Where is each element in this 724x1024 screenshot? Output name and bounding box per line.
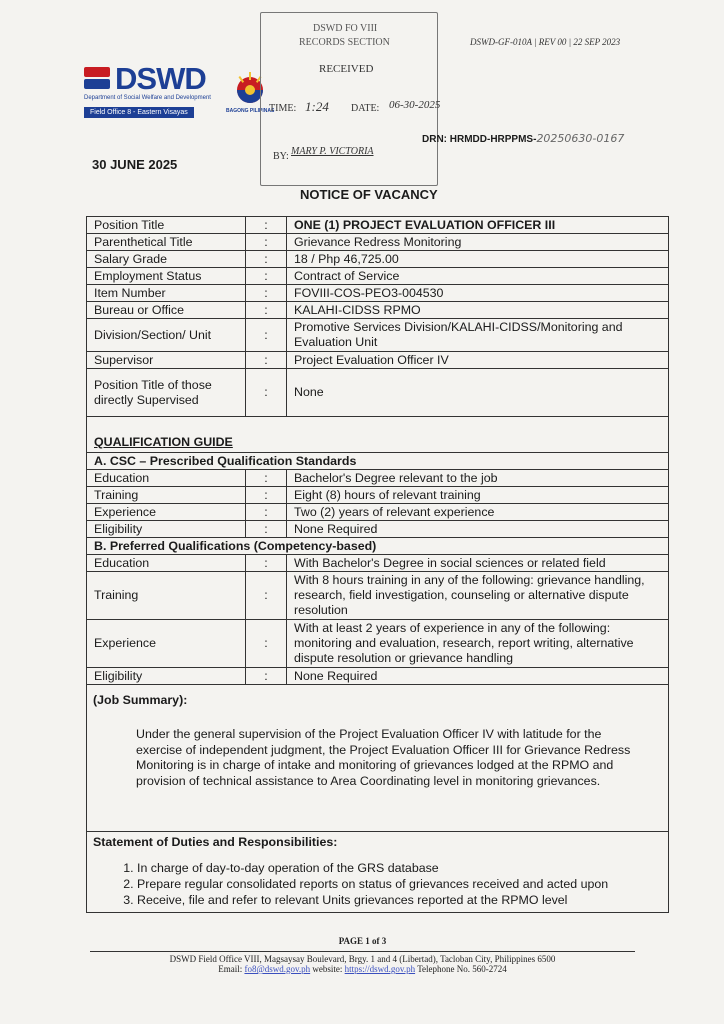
table-row: Supervisor : Project Evaluation Officer IV (87, 352, 669, 369)
list-item: 3. Receive, file and refer to relevant Units grievances reported at the RPMO level (137, 892, 608, 908)
bagong-pilipinas-label: BAGONG PILIPINAS (226, 108, 275, 114)
table-row: Bureau or Office : KALAHI-CIDSS RPMO (87, 302, 669, 319)
table-row: Training : With 8 hours training in any of the following: grievance handling, research, field investigation, counseling or alternative dispute resolution (87, 572, 669, 620)
stamp-received: RECEIVED (319, 63, 374, 75)
received-stamp (260, 12, 441, 186)
duties-box (86, 831, 669, 913)
page-footer (90, 936, 635, 974)
table-row: Division/Section/ Unit : Promotive Services Division/KALAHI-CIDSS/Monitoring and Evaluation Unit (87, 319, 669, 352)
footer-contact (90, 964, 635, 974)
table-row: Salary Grade : 18 / Php 46,725.00 (87, 251, 669, 268)
drn-value: 20250630-0167 (536, 132, 625, 145)
table-row: Education : Bachelor's Degree relevant to the job (87, 470, 669, 487)
email-link[interactable]: fo8@dswd.gov.ph (244, 964, 311, 974)
table-row: Position Title : ONE (1) PROJECT EVALUATION OFFICER III (87, 217, 669, 234)
logo-subtitle: Department of Social Welfare and Development (84, 95, 211, 101)
stamp-office: DSWD FO VIII (313, 23, 378, 34)
table-row: Position Title of those directly Supervised : None (87, 369, 669, 417)
stamp-section: RECORDS SECTION (299, 37, 390, 48)
phone-number: Telephone No. 560-2724 (417, 964, 507, 974)
logo-wordmark: DSWD (115, 61, 206, 96)
csc-heading-row (87, 453, 669, 470)
table-row: Eligibility : None Required (87, 521, 669, 538)
table-row: Item Number : FOVIII-COS-PEO3-004530 (87, 285, 669, 302)
qualification-guide-heading: QUALIFICATION GUIDE (94, 435, 233, 449)
table-row: Training : Eight (8) hours of relevant training (87, 487, 669, 504)
dswd-logo-mark (84, 67, 112, 91)
table-row: Employment Status : Contract of Service (87, 268, 669, 285)
duties-heading: Statement of Duties and Responsibilities: (93, 835, 338, 849)
preferred-heading: B. Preferred Qualifications (Competency-based) (87, 538, 669, 555)
website-link[interactable]: https://dswd.gov.ph (344, 964, 416, 974)
table-row: Experience : With at least 2 years of experience in any of the following: monitoring and evaluation, research, report writing, alternative dispute resolution or grievance handling (87, 620, 669, 668)
list-item: 2. Prepare regular consolidated reports on status of grievances received and acted upon (137, 876, 608, 892)
table-row: Eligibility : None Required (87, 668, 669, 685)
stamp-by-label: BY: (273, 151, 289, 162)
drn-label: DRN: HRMDD-HRPPMS- (422, 134, 537, 145)
document-reference: DSWD-GF-010A | REV 00 | 22 SEP 2023 (470, 37, 621, 47)
stamp-date-value: 06-30-2025 (389, 99, 441, 111)
email-label: Email: (218, 964, 243, 974)
stamp-time-value: 1:24 (305, 99, 329, 114)
csc-heading: A. CSC – Prescribed Qualification Standards (87, 453, 669, 470)
dswd-logo (84, 61, 211, 119)
list-item: 1. In charge of day-to-day operation of the GRS database (137, 860, 608, 876)
page-number: PAGE 1 of 3 (338, 936, 387, 946)
field-office-band: Field Office 8 - Eastern Visayas (84, 107, 194, 118)
stamp-by-signature: MARY P. VICTORIA (291, 146, 374, 157)
preferred-heading-row (87, 538, 669, 555)
table-row: Education : With Bachelor's Degree in social sciences or related field (87, 555, 669, 572)
job-summary-box (86, 681, 669, 832)
job-summary-heading: (Job Summary): (93, 693, 188, 707)
table-row: Experience : Two (2) years of relevant experience (87, 504, 669, 521)
stamp-date-label: DATE: (351, 103, 380, 114)
stamp-time-label: TIME: (269, 103, 297, 114)
duties-list (117, 860, 608, 908)
position-title-value: ONE (1) PROJECT EVALUATION OFFICER III (287, 217, 669, 234)
website-label: website: (312, 964, 343, 974)
table-row: Parenthetical Title : Grievance Redress Monitoring (87, 234, 669, 251)
vacancy-table (86, 216, 669, 685)
notice-title: NOTICE OF VACANCY (300, 187, 438, 202)
job-summary-text: Under the general supervision of the Project Evaluation Officer IV with latitude for the exercise of independent judgment, the Project Evaluation Officer III for Grievance Redress Monitoring is in charge of intake and monitoring of grievances lodged at the RPMO and provision of technical assistance to Area Coordinating level in monitoring grievances. (136, 727, 631, 788)
notice-date: 30 JUNE 2025 (92, 157, 178, 172)
footer-address: DSWD Field Office VIII, Magsaysay Boulevard, Brgy. 1 and 4 (Libertad), Tacloban City, Philippines 6500 (169, 954, 556, 964)
drn-number (422, 132, 624, 145)
qualification-guide-row (87, 417, 669, 453)
